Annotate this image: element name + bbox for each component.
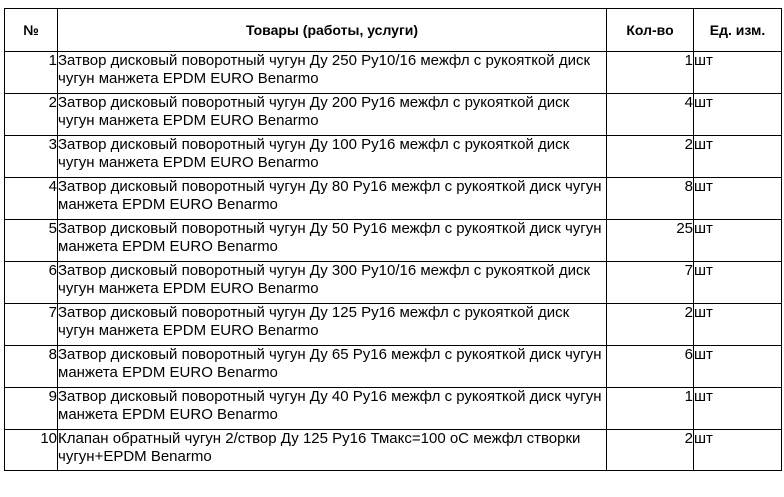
row-num: 10 xyxy=(5,430,58,471)
row-name: Затвор дисковый поворотный чугун Ду 300 Ру10/16 межфл с рукояткой диск чугун манжета EPDM EURO Benarmo xyxy=(58,262,607,304)
row-num: 6 xyxy=(5,262,58,304)
header-unit: Ед. изм. xyxy=(694,9,782,52)
row-num: 2 xyxy=(5,94,58,136)
row-name: Клапан обратный чугун 2/створ Ду 125 Ру16 Тмакс=100 оС межфл створки чугун+EPDM Benarmo xyxy=(58,430,607,471)
table-row xyxy=(5,136,782,178)
row-unit: шт xyxy=(694,220,782,262)
row-unit: шт xyxy=(694,262,782,304)
row-name: Затвор дисковый поворотный чугун Ду 100 Ру16 межфл с рукояткой диск чугун манжета EPDM EURO Benarmo xyxy=(58,136,607,178)
header-name: Товары (работы, услуги) xyxy=(58,9,607,52)
row-num: 5 xyxy=(5,220,58,262)
table-row xyxy=(5,346,782,388)
row-num: 1 xyxy=(5,52,58,94)
row-qty: 25 xyxy=(607,220,694,262)
row-name: Затвор дисковый поворотный чугун Ду 200 Ру16 межфл с рукояткой диск чугун манжета EPDM EURO Benarmo xyxy=(58,94,607,136)
goods-table xyxy=(4,8,782,471)
row-name: Затвор дисковый поворотный чугун Ду 50 Ру16 межфл с рукояткой диск чугун манжета EPDM EURO Benarmo xyxy=(58,220,607,262)
row-qty: 6 xyxy=(607,346,694,388)
row-num: 3 xyxy=(5,136,58,178)
row-unit: шт xyxy=(694,304,782,346)
header-num: № xyxy=(5,9,58,52)
row-qty: 7 xyxy=(607,262,694,304)
table-row xyxy=(5,178,782,220)
table-row xyxy=(5,220,782,262)
row-name: Затвор дисковый поворотный чугун Ду 125 Ру16 межфл с рукояткой диск чугун манжета EPDM EURO Benarmo xyxy=(58,304,607,346)
row-unit: шт xyxy=(694,178,782,220)
row-qty: 2 xyxy=(607,304,694,346)
table-row xyxy=(5,52,782,94)
table-row xyxy=(5,94,782,136)
row-qty: 2 xyxy=(607,136,694,178)
row-unit: шт xyxy=(694,346,782,388)
row-unit: шт xyxy=(694,388,782,430)
row-name: Затвор дисковый поворотный чугун Ду 65 Ру16 межфл с рукояткой диск чугун манжета EPDM EURO Benarmo xyxy=(58,346,607,388)
row-name: Затвор дисковый поворотный чугун Ду 80 Ру16 межфл с рукояткой диск чугун манжета EPDM EURO Benarmo xyxy=(58,178,607,220)
table-row xyxy=(5,304,782,346)
table-row xyxy=(5,262,782,304)
row-name: Затвор дисковый поворотный чугун Ду 40 Ру16 межфл с рукояткой диск чугун манжета EPDM EURO Benarmo xyxy=(58,388,607,430)
table-row xyxy=(5,430,782,471)
row-unit: шт xyxy=(694,52,782,94)
row-qty: 4 xyxy=(607,94,694,136)
row-unit: шт xyxy=(694,136,782,178)
row-qty: 1 xyxy=(607,52,694,94)
row-num: 7 xyxy=(5,304,58,346)
row-num: 8 xyxy=(5,346,58,388)
row-qty: 8 xyxy=(607,178,694,220)
header-qty: Кол-во xyxy=(607,9,694,52)
row-name: Затвор дисковый поворотный чугун Ду 250 Ру10/16 межфл с рукояткой диск чугун манжета EPDM EURO Benarmo xyxy=(58,52,607,94)
row-num: 4 xyxy=(5,178,58,220)
row-num: 9 xyxy=(5,388,58,430)
row-unit: шт xyxy=(694,430,782,471)
table-row xyxy=(5,388,782,430)
row-qty: 2 xyxy=(607,430,694,471)
row-unit: шт xyxy=(694,94,782,136)
table-header-row xyxy=(5,9,782,52)
row-qty: 1 xyxy=(607,388,694,430)
